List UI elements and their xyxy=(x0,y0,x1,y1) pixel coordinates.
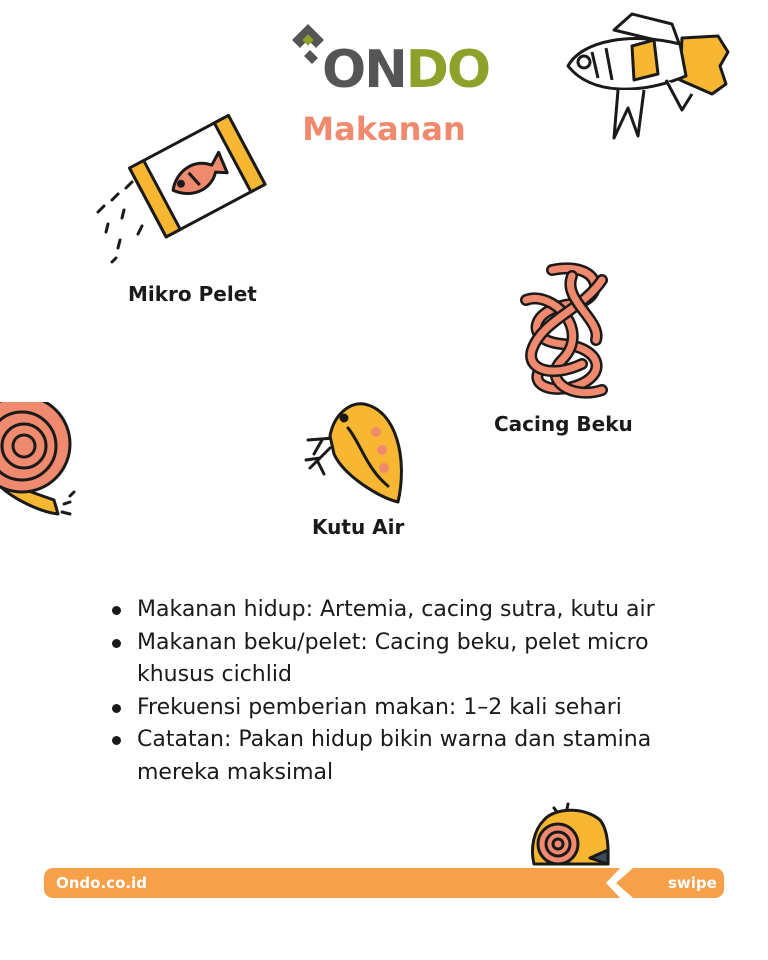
label-cacing-beku: Cacing Beku xyxy=(494,412,633,436)
chevron-left-icon xyxy=(606,862,640,904)
snail-icon xyxy=(524,798,616,868)
feeding-notes-list xyxy=(108,594,708,789)
brand-wordmark xyxy=(322,40,490,100)
brand-logo xyxy=(288,20,488,100)
label-mikro-pelet: Mikro Pelet xyxy=(128,282,257,306)
pellet-bag-icon xyxy=(92,108,276,268)
water-flea-icon xyxy=(300,398,410,512)
label-kutu-air: Kutu Air xyxy=(312,515,405,539)
brand-name-part2: DO xyxy=(405,40,490,100)
list-item: Makanan hidup: Artemia, cacing sutra, kutu air xyxy=(108,594,708,627)
footer-site-link[interactable]: Ondo.co.id xyxy=(56,874,147,892)
worms-icon xyxy=(512,260,616,404)
fish-icon xyxy=(562,10,738,142)
page-title: Makanan xyxy=(302,110,466,148)
snail-icon xyxy=(0,402,84,522)
list-item: Catatan: Pakan hidup bikin warna dan stamina mereka maksimal xyxy=(108,724,708,789)
list-item: Frekuensi pemberian makan: 1–2 kali sehari xyxy=(108,692,708,725)
brand-name-part1: ON xyxy=(322,40,406,100)
list-item: Makanan beku/pelet: Cacing beku, pelet micro khusus cichlid xyxy=(108,627,708,692)
swipe-button[interactable]: swipe xyxy=(668,874,717,892)
